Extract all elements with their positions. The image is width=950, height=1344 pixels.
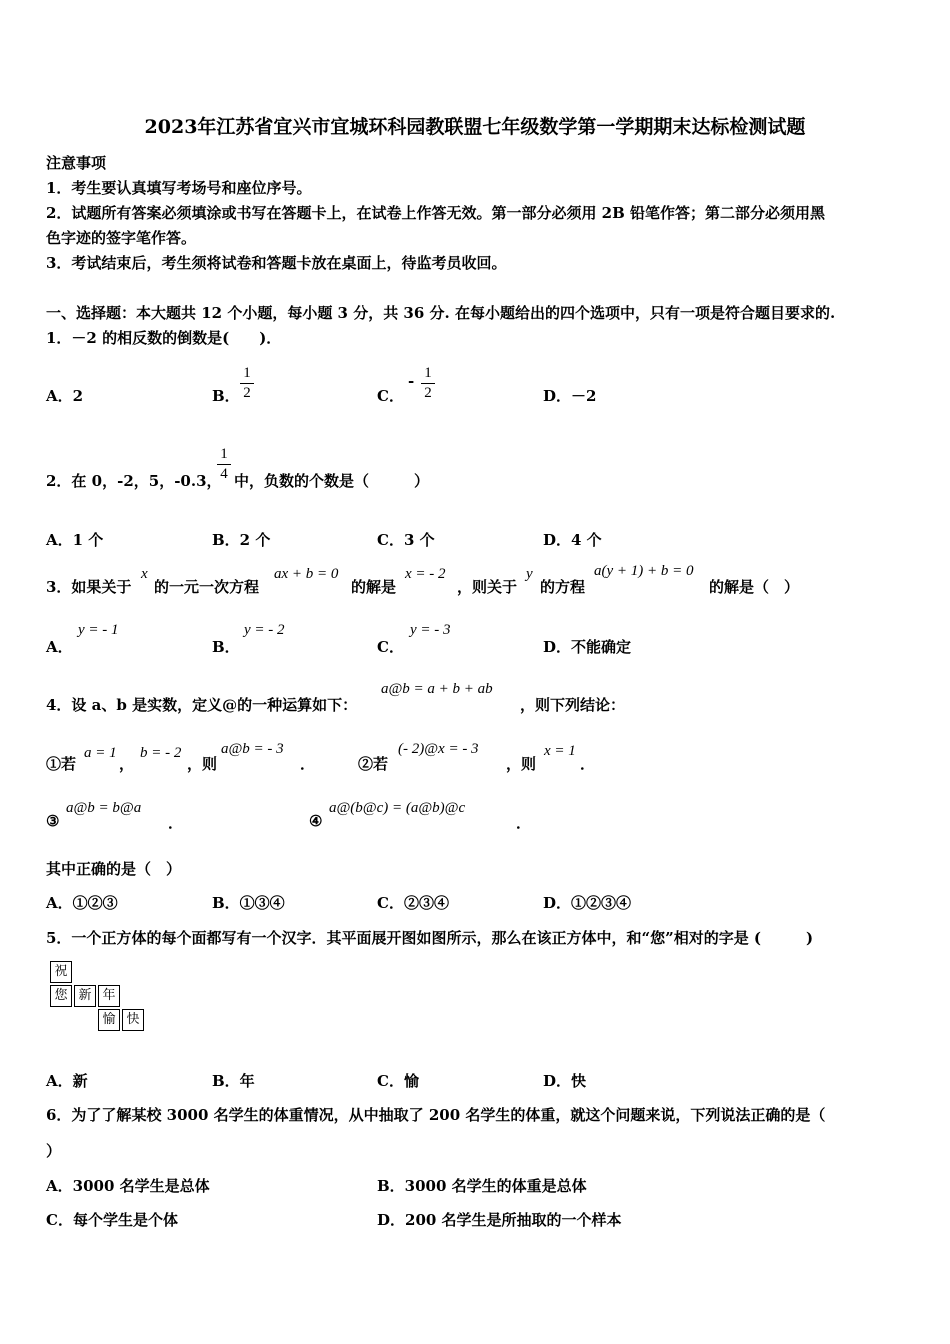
question-6-stem-end: ） bbox=[46, 1142, 62, 1160]
math-expression: a(y + 1) + b = 0 bbox=[594, 563, 694, 579]
question-3-option-a-math: y = - 1 bbox=[78, 622, 119, 638]
statement-1: ①若 bbox=[46, 755, 77, 773]
question-4-stem: 4．设 a、b 是实数，定义@的一种运算如下： bbox=[46, 696, 358, 714]
question-2-option-b: B．2 个 bbox=[212, 531, 271, 549]
question-3-stem: 3．如果关于 bbox=[46, 578, 132, 596]
math-expression: b = - 2 bbox=[140, 745, 182, 761]
question-4-option-c: C．②③④ bbox=[377, 894, 449, 912]
question-2-option-d: D．4 个 bbox=[543, 531, 602, 549]
cube-net-cell: 愉 bbox=[98, 1009, 120, 1031]
math-expression: a = 1 bbox=[84, 745, 117, 761]
question-3-stem: 的方程 bbox=[540, 578, 586, 596]
question-2-option-a: A．1 个 bbox=[46, 531, 104, 549]
fraction-bar bbox=[421, 383, 435, 384]
fraction-denominator: 2 bbox=[243, 385, 251, 401]
question-3-option-d: D．不能确定 bbox=[543, 638, 632, 656]
question-4-option-b: B．①③④ bbox=[212, 894, 285, 912]
math-expression: ax + b = 0 bbox=[274, 566, 339, 582]
cube-net-cell: 年 bbox=[98, 985, 120, 1007]
question-2-stem-start: 2．在 0，-2，5，-0.3， bbox=[46, 472, 222, 490]
notice-item: 色字迹的签字笔作答。 bbox=[46, 229, 197, 247]
fraction-numerator: 1 bbox=[220, 446, 228, 462]
question-3-option-b-label: B． bbox=[212, 638, 240, 656]
question-1-option-d: D．－2 bbox=[543, 387, 597, 405]
question-3-option-c-math: y = - 3 bbox=[410, 622, 451, 638]
question-4-option-a: A．①②③ bbox=[46, 894, 118, 912]
math-expression: a@b = b@a bbox=[66, 800, 142, 816]
question-3-stem: ，则关于 bbox=[457, 578, 518, 596]
question-6-stem: 6．为了了解某校 3000 名学生的体重情况，从中抽取了 200 名学生的体重，就这个问题来说，下列说法正确的是（ bbox=[46, 1106, 826, 1124]
question-4-stem: ，则下列结论： bbox=[520, 696, 626, 714]
question-6-option-b: B．3000 名学生的体重是总体 bbox=[377, 1177, 587, 1195]
question-2-fraction bbox=[217, 446, 231, 483]
statement-4: ． bbox=[516, 814, 532, 832]
fraction-numerator: 1 bbox=[243, 365, 251, 381]
notice-item: 3．考试结束后，考生须将试卷和答题卡放在桌面上，待监考员收回。 bbox=[46, 254, 507, 272]
page-title: 2023年江苏省宜兴市宜城环科园教联盟七年级数学第一学期期末达标检测试题 bbox=[144, 116, 806, 138]
question-4-ask: 其中正确的是（ ） bbox=[46, 860, 182, 878]
question-3-stem: 的解是（ ） bbox=[709, 578, 800, 596]
fraction-denominator: 2 bbox=[424, 385, 432, 401]
math-expression: x = 1 bbox=[544, 743, 576, 759]
fraction-denominator: 4 bbox=[220, 466, 228, 482]
statement-3: ． bbox=[168, 814, 184, 832]
math-expression: a@(b@c) = (a@b)@c bbox=[329, 800, 466, 816]
fraction-bar bbox=[240, 383, 254, 384]
question-2-option-c: C．3 个 bbox=[377, 531, 435, 549]
fraction-numerator: 1 bbox=[424, 365, 432, 381]
statement-2: ，则 bbox=[506, 755, 537, 773]
cube-net-cell: 新 bbox=[74, 985, 96, 1007]
question-1-stem: 1．－2 的相反数的倒数是( )． bbox=[46, 329, 282, 347]
question-5-stem: 5．一个正方体的每个面都写有一个汉字．其平面展开图如图所示，那么在该正方体中，和“您”相对的字是 ( ) bbox=[46, 929, 814, 947]
statement-2: ②若 bbox=[358, 755, 389, 773]
section-heading: 一、选择题：本大题共 12 个小题，每小题 3 分，共 36 分. 在每小题给出的四个选项中，只有一项是符合题目要求的. bbox=[46, 304, 836, 322]
math-expression: (- 2)@x = - 3 bbox=[398, 741, 479, 757]
question-5-option-c: C．愉 bbox=[377, 1072, 419, 1090]
statement-1: ，则 bbox=[187, 755, 218, 773]
question-5-option-a: A．新 bbox=[46, 1072, 88, 1090]
question-4-option-d: D．①②③④ bbox=[543, 894, 632, 912]
question-1-option-c-fraction bbox=[421, 365, 435, 402]
cube-net-cell: 祝 bbox=[50, 961, 72, 983]
question-3-option-a-label: A． bbox=[46, 638, 73, 656]
question-2-stem-end: 中，负数的个数是（ ） bbox=[234, 472, 430, 490]
fraction-bar bbox=[217, 464, 231, 465]
math-expression: y bbox=[526, 566, 533, 582]
notice-item: 2．试题所有答案必须填涂或书写在答题卡上，在试卷上作答无效。第一部分必须用 2B 铅笔作答；第二部分必须用黑 bbox=[46, 204, 826, 222]
question-3-stem: 的解是 bbox=[351, 578, 397, 596]
question-1-option-b-label: B． bbox=[212, 387, 240, 405]
cube-net-cell: 您 bbox=[50, 985, 72, 1007]
question-3-stem: 的一元一次方程 bbox=[154, 578, 260, 596]
statement-1: ． bbox=[300, 755, 316, 773]
question-3-option-c-label: C． bbox=[377, 638, 404, 656]
question-1-option-b-fraction bbox=[240, 365, 254, 402]
question-6-option-d: D．200 名学生是所抽取的一个样本 bbox=[377, 1211, 622, 1229]
math-expression: a@b = a + b + ab bbox=[381, 681, 493, 697]
notice-item: 1．考生要认真填写考场号和座位序号。 bbox=[46, 179, 312, 197]
notice-heading: 注意事项 bbox=[46, 154, 107, 172]
statement-1: ， bbox=[119, 755, 135, 773]
statement-4: ④ bbox=[309, 812, 323, 830]
statement-3: ③ bbox=[46, 812, 60, 830]
math-expression: x = - 2 bbox=[405, 566, 446, 582]
statement-2: ． bbox=[580, 755, 596, 773]
question-1-option-a: A．2 bbox=[46, 387, 84, 405]
question-6-option-a: A．3000 名学生是总体 bbox=[46, 1177, 210, 1195]
math-expression: x bbox=[141, 566, 148, 582]
question-5-option-b: B．年 bbox=[212, 1072, 255, 1090]
question-6-option-c: C．每个学生是个体 bbox=[46, 1211, 178, 1229]
math-expression: a@b = - 3 bbox=[221, 741, 284, 757]
question-1-option-c-label: C． bbox=[377, 387, 404, 405]
question-1-option-c-sign: - bbox=[408, 372, 415, 390]
question-5-option-d: D．快 bbox=[543, 1072, 587, 1090]
question-3-option-b-math: y = - 2 bbox=[244, 622, 285, 638]
cube-net-cell: 快 bbox=[122, 1009, 144, 1031]
